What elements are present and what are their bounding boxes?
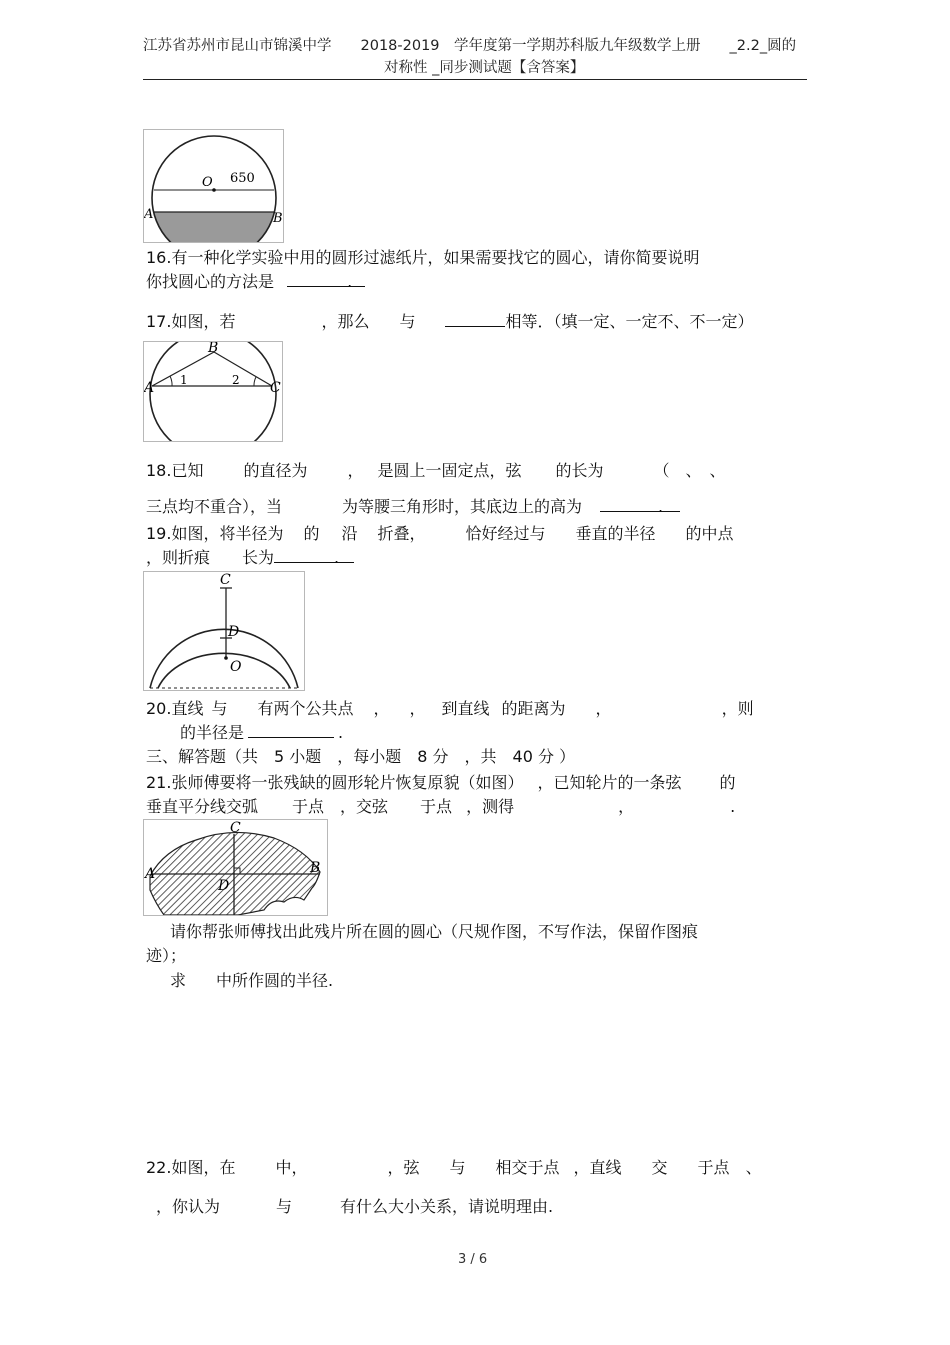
q22-text-1: 22.如图，在 <box>146 1158 236 1177</box>
label-b: B <box>208 342 219 356</box>
q21-text-7: 于点 <box>420 797 453 816</box>
q19-text-3: 沿 <box>341 524 358 543</box>
q22-text-12: 有什么大小关系，请说明理由. <box>340 1197 554 1216</box>
label-d: D <box>228 624 240 640</box>
q17-text-3: 与 <box>399 312 416 331</box>
q19-period: . <box>334 548 340 567</box>
q17-answer-blank[interactable] <box>445 312 505 327</box>
q17-line <box>146 309 754 332</box>
label-650: 650 <box>230 171 255 186</box>
angle-2-arc <box>254 377 256 386</box>
q22-text-2: 中， <box>275 1158 308 1177</box>
q21-line-2 <box>146 794 735 817</box>
q19-answer-blank[interactable] <box>274 548 354 563</box>
q19-line-1 <box>146 521 734 544</box>
q21-sub1-line-1: 请你帮张师傅找出此残片所在圆的圆心（尺规作图，不写作法，保留作图痕 <box>170 922 699 941</box>
header-line-2: 对称性 _同步测试题【含答案】 <box>384 60 585 76</box>
q19-text-5: 恰好经过与 <box>465 524 546 543</box>
q19-text-1: 19.如图，将半径为 <box>146 524 284 543</box>
q20-period: . <box>338 723 344 742</box>
label-c: C <box>220 572 231 588</box>
q20-text-10: 的半径是 <box>180 723 245 742</box>
q18-text-5: 的长为 <box>555 461 604 480</box>
q19-text-4: 折叠， <box>377 524 426 543</box>
q18-text-6: （ 、 、 <box>653 461 726 480</box>
q20-line-2 <box>180 720 343 743</box>
q22-text-4: 与 <box>449 1158 466 1177</box>
q18-text-8: 为等腰三角形时，其底边上的高为 <box>342 497 583 516</box>
q20-line-1 <box>146 696 754 719</box>
q16-line-2 <box>146 269 352 292</box>
section-3-heading: 三、解答题（共 5 小题 ，每小题 8 分 ，共 40 分 ） <box>146 747 576 766</box>
circle-outline <box>150 342 276 441</box>
q18-text-1: 18.已知 <box>146 461 204 480</box>
label-c: C <box>230 820 241 836</box>
q20-text-3: 有两个公共点 <box>257 699 354 718</box>
q21-text-9: ， <box>618 797 635 816</box>
q17-text-4: 相等．（填一定、一定不、不一定） <box>505 312 754 331</box>
q21-sub2 <box>170 968 333 991</box>
q20-text-7: 的距离为 <box>501 699 566 718</box>
label-a: A <box>144 207 154 222</box>
q18-text-4: 是圆上一固定点，弦 <box>377 461 522 480</box>
q21-text-6: ，交弦 <box>340 797 389 816</box>
q22-text-9: 、 <box>745 1158 762 1177</box>
q21-text-2: ，已知轮片的一条弦 <box>537 773 682 792</box>
q19-text-8: ，则折痕 <box>146 548 211 567</box>
q22-text-10: ，你认为 <box>156 1197 221 1216</box>
q19-text-2: 的 <box>303 524 320 543</box>
q21-sub2-text-1: 求 <box>170 971 187 990</box>
q22-text-6: ，直线 <box>573 1158 622 1177</box>
center-point <box>212 188 216 192</box>
folded-arc <box>158 653 290 688</box>
q21-text-5: 于点 <box>292 797 325 816</box>
q22-line-1 <box>146 1155 762 1178</box>
q22-text-5: 相交于点 <box>495 1158 560 1177</box>
q19-line-2 <box>146 545 339 568</box>
q20-text-4: ， <box>373 699 390 718</box>
q20-answer-blank[interactable] <box>248 723 334 738</box>
figure-circle-chord-650 <box>143 129 284 243</box>
header-line-1: 江苏省苏州市昆山市锦溪中学 2018-2019 学年度第一学期苏科版九年级数学上册 _2.2_圆的 <box>143 38 797 54</box>
label-c: C <box>270 380 281 396</box>
q18-line-2 <box>146 494 663 517</box>
q18-answer-blank[interactable] <box>600 497 680 512</box>
center-point <box>224 656 228 660</box>
q18-text-7: 三点均不重合），当 <box>146 497 283 516</box>
figure-circle-triangle <box>143 341 283 442</box>
page-number: 3 / 6 <box>458 1252 488 1267</box>
q22-text-7: 交 <box>651 1158 668 1177</box>
q22-text-8: 于点 <box>697 1158 730 1177</box>
q17-text-1: 17.如图，若 <box>146 312 236 331</box>
q16-answer-blank[interactable] <box>287 272 365 287</box>
figure-folded-circle <box>143 571 305 691</box>
label-d: D <box>218 878 230 894</box>
q20-text-5: ， <box>409 699 426 718</box>
q16-line-1: 16.有一种化学实验中用的圆形过滤纸片，如果需要找它的圆心，请你简要说明 <box>146 248 700 267</box>
q21-sub2-text-2: 中所作圆的半径. <box>216 971 334 990</box>
q20-text-8: ， <box>595 699 612 718</box>
label-o: O <box>230 659 242 675</box>
q21-text-1: 21.张师傅要将一张残缺的圆形轮片恢复原貌（如图） <box>146 773 524 792</box>
q20-text-2: 与 <box>211 699 228 718</box>
q21-sub1-line-2: 迹）； <box>146 946 187 965</box>
label-2: 2 <box>232 373 240 387</box>
q22-text-3: ，弦 <box>387 1158 420 1177</box>
q16-period: . <box>347 272 353 291</box>
label-b: B <box>273 211 283 226</box>
q20-text-9: ，则 <box>721 699 754 718</box>
label-a: A <box>144 380 155 396</box>
q19-text-6: 垂直的半径 <box>575 524 656 543</box>
q18-line-1 <box>146 458 726 481</box>
q22-text-11: 与 <box>276 1197 293 1216</box>
angle-1-arc <box>170 376 172 386</box>
q17-text-2: ，那么 <box>321 312 370 331</box>
label-b: B <box>310 860 321 876</box>
q18-text-2: 的直径为 <box>243 461 308 480</box>
q18-text-3: ， <box>347 461 364 480</box>
q21-text-3: 的 <box>719 773 736 792</box>
header-rule <box>143 79 807 80</box>
figure-broken-wheel <box>143 819 328 916</box>
q20-text-1: 20.直线 <box>146 699 204 718</box>
q19-text-9: 长为 <box>242 548 275 567</box>
q21-text-4: 垂直平分线交弧 <box>146 797 259 816</box>
q22-line-2 <box>146 1194 553 1217</box>
q21-line-1 <box>146 770 735 793</box>
q20-text-6: 到直线 <box>441 699 490 718</box>
q16-prompt: 你找圆心的方法是 <box>146 272 275 291</box>
label-1: 1 <box>180 373 188 387</box>
q21-text-8: ，测得 <box>466 797 515 816</box>
label-a: A <box>145 866 156 882</box>
q21-text-10: . <box>730 797 736 816</box>
q18-period: . <box>658 497 664 516</box>
q19-text-7: 的中点 <box>685 524 734 543</box>
label-o: O <box>202 175 213 190</box>
